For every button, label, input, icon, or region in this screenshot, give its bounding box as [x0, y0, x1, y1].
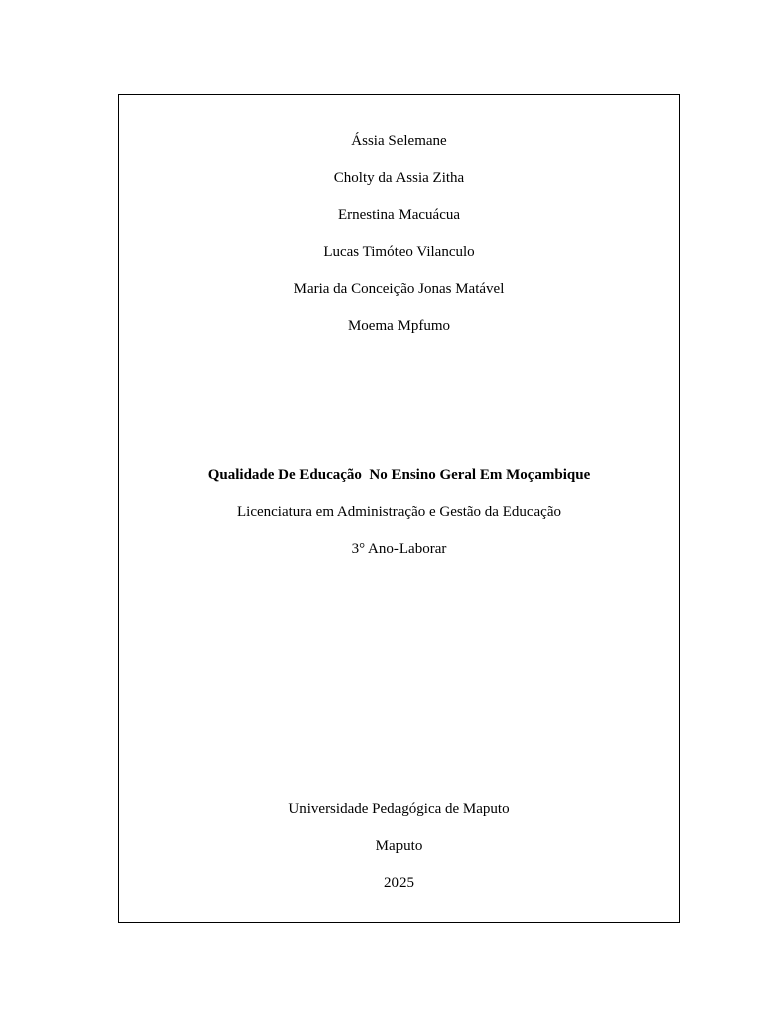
author-name: Ássia Selemane: [351, 133, 447, 149]
cover-page-frame: [118, 94, 680, 923]
city-name: Maputo: [375, 838, 423, 854]
author-name: Maria da Conceição Jonas Matável: [293, 281, 505, 297]
author-name: Ernestina Macuácua: [337, 207, 461, 223]
author-name: Moema Mpfumo: [347, 318, 451, 334]
author-list: [119, 123, 679, 345]
author-name: Cholty da Assia Zitha: [333, 170, 465, 186]
author-name: Lucas Timóteo Vilanculo: [323, 244, 475, 260]
year-level: 3° Ano-Laborar: [351, 541, 447, 557]
institution-section: [119, 791, 679, 902]
document-title: Qualidade De Educação No Ensino Geral Em Moçambique: [207, 467, 591, 483]
publication-year: 2025: [384, 875, 414, 891]
title-section: [119, 457, 679, 568]
course-name: Licenciatura em Administração e Gestão da Educação: [236, 504, 562, 520]
institution-name: Universidade Pedagógica de Maputo: [288, 801, 510, 817]
